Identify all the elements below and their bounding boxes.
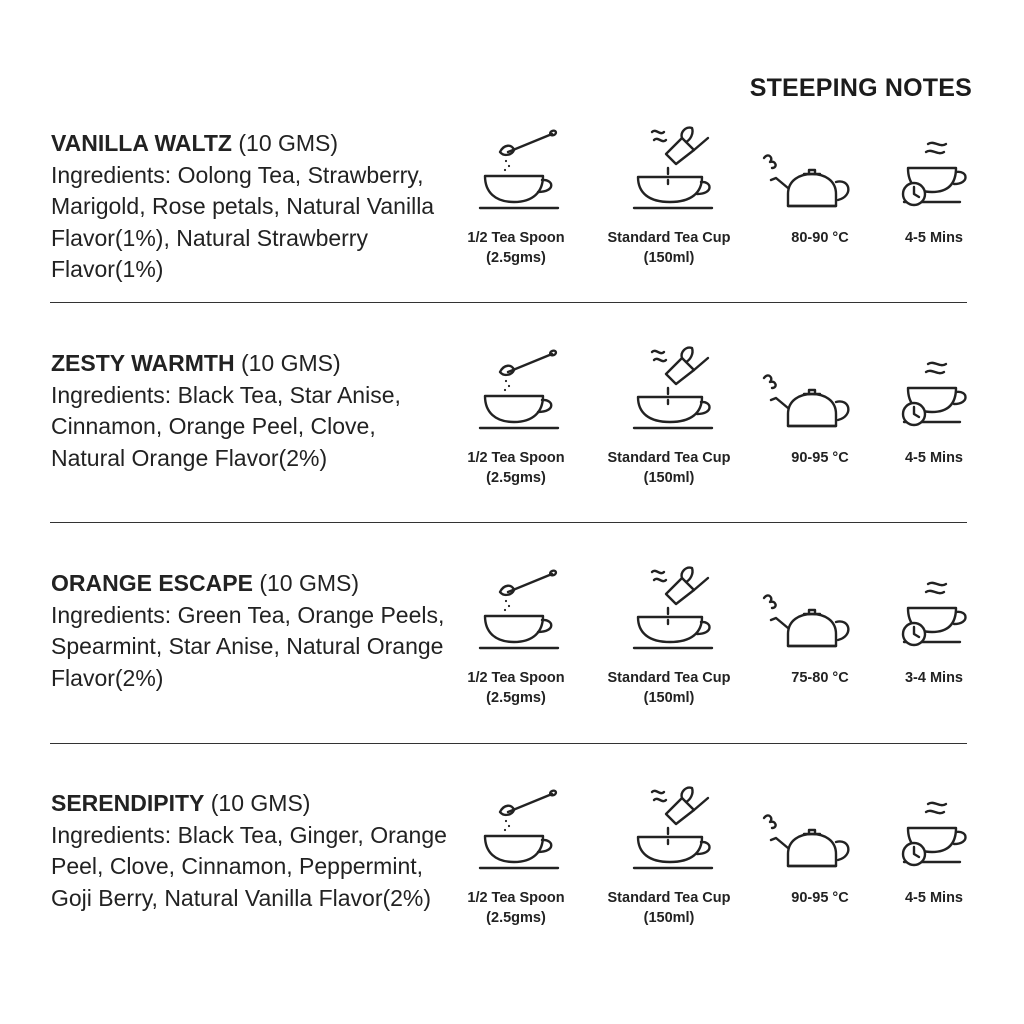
tea-ingredients: Ingredients: Green Tea, Orange Peels, Spearmint, Star Anise, Natural Orange Flavor(2%)	[51, 601, 445, 691]
amount-caption	[456, 888, 576, 928]
tea-description	[51, 788, 451, 914]
amount-label: 1/2 Tea Spoon	[467, 890, 565, 906]
cup-clock-icon	[898, 342, 978, 434]
cup-clock-icon	[898, 562, 978, 654]
tea-weight: (10 GMS)	[234, 350, 341, 376]
tea-ingredients: Ingredients: Black Tea, Star Anise, Cinnamon, Orange Peel, Clove, Natural Orange Flavor(2%)	[51, 381, 401, 471]
teaspoon-cup-icon	[476, 782, 566, 874]
tea-description	[51, 568, 451, 694]
tea-row-serendipity	[0, 782, 1024, 1002]
pouring-cup-icon	[628, 562, 728, 654]
cup-volume-label: (150ml)	[643, 910, 695, 926]
time-caption: 3-4 Mins	[904, 670, 963, 686]
cup-caption	[596, 668, 742, 708]
tea-row-vanilla-waltz	[0, 122, 1024, 342]
amount-caption	[456, 228, 576, 268]
amount-weight-label: (2.5gms)	[486, 250, 546, 266]
tea-ingredients: Ingredients: Black Tea, Ginger, Orange Peel, Clove, Cinnamon, Peppermint, Goji Berry, Natural Vanilla Flavor(2%)	[51, 821, 447, 911]
teaspoon-cup-icon	[476, 562, 566, 654]
tea-description	[51, 128, 451, 286]
tea-weight: (10 GMS)	[231, 130, 339, 156]
temperature-caption: 75-80 °C	[791, 670, 849, 686]
cup-caption	[596, 228, 742, 268]
row-divider	[50, 302, 967, 303]
tea-description	[51, 348, 451, 474]
amount-label: 1/2 Tea Spoon	[467, 450, 565, 466]
time-caption: 4-5 Mins	[904, 450, 963, 466]
tea-weight: (10 GMS)	[204, 790, 311, 816]
cup-volume-label: (150ml)	[643, 690, 695, 706]
tea-name: ZESTY WARMTH	[51, 350, 235, 376]
tea-row-zesty-warmth	[0, 342, 1024, 562]
tea-name: VANILLA WALTZ	[51, 130, 232, 156]
cup-label: Standard Tea Cup	[607, 890, 731, 906]
amount-caption	[456, 668, 576, 708]
pouring-cup-icon	[628, 342, 728, 434]
tea-name: ORANGE ESCAPE	[51, 570, 253, 596]
row-divider	[50, 743, 967, 744]
steeping-notes-heading: STEEPING NOTES	[749, 74, 972, 102]
tea-name: SERENDIPITY	[51, 790, 205, 816]
cup-caption	[596, 448, 742, 488]
kettle-icon	[762, 562, 858, 654]
teaspoon-cup-icon	[476, 122, 566, 214]
amount-weight-label: (2.5gms)	[486, 470, 546, 486]
tea-ingredients: Ingredients: Oolong Tea, Strawberry, Marigold, Rose petals, Natural Vanilla Flavor(1%), Natural Strawberry Flavor(1%)	[51, 161, 435, 282]
temperature-caption: 90-95 °C	[791, 890, 849, 906]
tea-weight: (10 GMS)	[252, 570, 360, 596]
amount-label: 1/2 Tea Spoon	[467, 230, 565, 246]
pouring-cup-icon	[628, 122, 728, 214]
temperature-caption: 90-95 °C	[791, 450, 849, 466]
cup-caption	[596, 888, 742, 928]
cup-clock-icon	[898, 122, 978, 214]
cup-volume-label: (150ml)	[643, 470, 695, 486]
tea-row-orange-escape	[0, 562, 1024, 782]
cup-label: Standard Tea Cup	[607, 230, 731, 246]
pouring-cup-icon	[628, 782, 728, 874]
cup-label: Standard Tea Cup	[607, 670, 731, 686]
kettle-icon	[762, 782, 858, 874]
teaspoon-cup-icon	[476, 342, 566, 434]
cup-clock-icon	[898, 782, 978, 874]
time-caption: 4-5 Mins	[904, 890, 963, 906]
amount-label: 1/2 Tea Spoon	[467, 670, 565, 686]
amount-weight-label: (2.5gms)	[486, 690, 546, 706]
row-divider	[50, 522, 967, 523]
cup-label: Standard Tea Cup	[607, 450, 731, 466]
time-caption: 4-5 Mins	[904, 230, 963, 246]
temperature-caption: 80-90 °C	[791, 230, 849, 246]
kettle-icon	[762, 122, 858, 214]
cup-volume-label: (150ml)	[643, 250, 695, 266]
amount-caption	[456, 448, 576, 488]
amount-weight-label: (2.5gms)	[486, 910, 546, 926]
kettle-icon	[762, 342, 858, 434]
